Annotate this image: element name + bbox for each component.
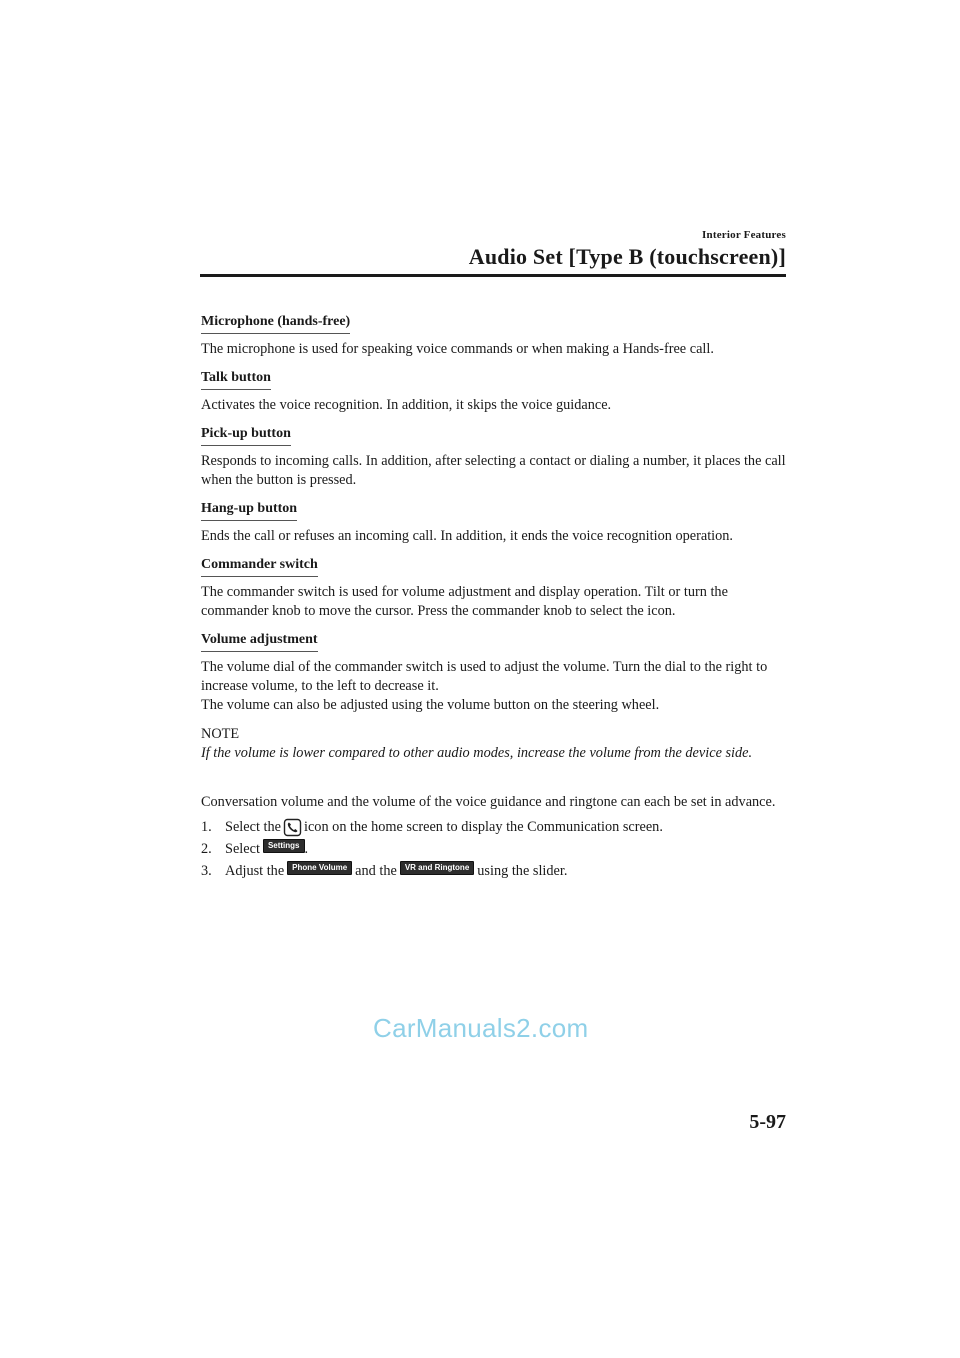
phone-icon [283, 818, 302, 837]
intro-text: Conversation volume and the volume of the voice guidance and ringtone can each be set in advance. [201, 794, 776, 810]
step-2 [201, 840, 791, 859]
section-text: The commander switch is used for volume adjustment and display operation. Tilt or turn the commander knob to move the cursor. Press the commander knob to select the icon. [201, 584, 728, 619]
step-text-before: Select the [225, 819, 281, 835]
section-text: Responds to incoming calls. In addition, after selecting a contact or dialing a number, it places the call when the button is pressed. [201, 453, 786, 488]
section-volume-adjustment [201, 630, 791, 715]
section-text: Activates the voice recognition. In addition, it skips the voice guidance. [201, 397, 612, 413]
section-text: Ends the call or refuses an incoming call. In addition, it ends the voice recognition operation. [201, 528, 734, 544]
section-text: The microphone is used for speaking voice commands or when making a Hands-free call. [201, 341, 714, 357]
section-heading: Hang-up button [201, 499, 297, 521]
section-text-2: The volume can also be adjusted using the volume button on the steering wheel. [201, 697, 660, 713]
section-microphone [201, 312, 791, 359]
vr-and-ringtone-button: VR and Ringtone [400, 861, 474, 875]
page-title: Audio Set [Type B (touchscreen)] [468, 244, 786, 269]
step-3 [201, 862, 791, 881]
settings-button: Settings [263, 839, 305, 853]
step-text-after: icon on the home screen to display the Communication screen. [303, 819, 663, 835]
main-content [201, 312, 791, 884]
section-pick-up-button [201, 424, 791, 490]
step-text-after: using the slider. [477, 863, 568, 879]
phone-volume-button: Phone Volume [287, 861, 352, 875]
note [201, 725, 791, 763]
step-text-middle: and the [355, 863, 397, 879]
watermark: CarManuals2.com [373, 1013, 589, 1043]
section-heading: Microphone (hands-free) [201, 312, 350, 334]
section-commander-switch [201, 555, 791, 621]
step-number: 3. [201, 863, 212, 879]
section-hang-up-button [201, 499, 791, 546]
step-number: 1. [201, 819, 212, 835]
header-section-label: Interior Features [702, 229, 786, 241]
step-1 [201, 818, 791, 837]
section-talk-button [201, 368, 791, 415]
step-text-after: . [304, 841, 309, 857]
page-number: 5-97 [749, 1111, 786, 1133]
note-text: If the volume is lower compared to other audio modes, increase the volume from the device side. [201, 745, 753, 761]
step-number: 2. [201, 841, 212, 857]
section-text: The volume dial of the commander switch is used to adjust the volume. Turn the dial to the right to increase volume, to the left to decrease it. [201, 659, 768, 694]
section-heading: Commander switch [201, 555, 318, 577]
section-heading: Talk button [201, 368, 271, 390]
header-rule [200, 274, 786, 277]
section-heading: Pick-up button [201, 424, 291, 446]
step-text-before: Select [225, 841, 260, 857]
section-heading: Volume adjustment [201, 630, 318, 652]
step-text-before: Adjust the [225, 863, 285, 879]
steps-list [201, 818, 791, 881]
note-label: NOTE [201, 726, 240, 742]
